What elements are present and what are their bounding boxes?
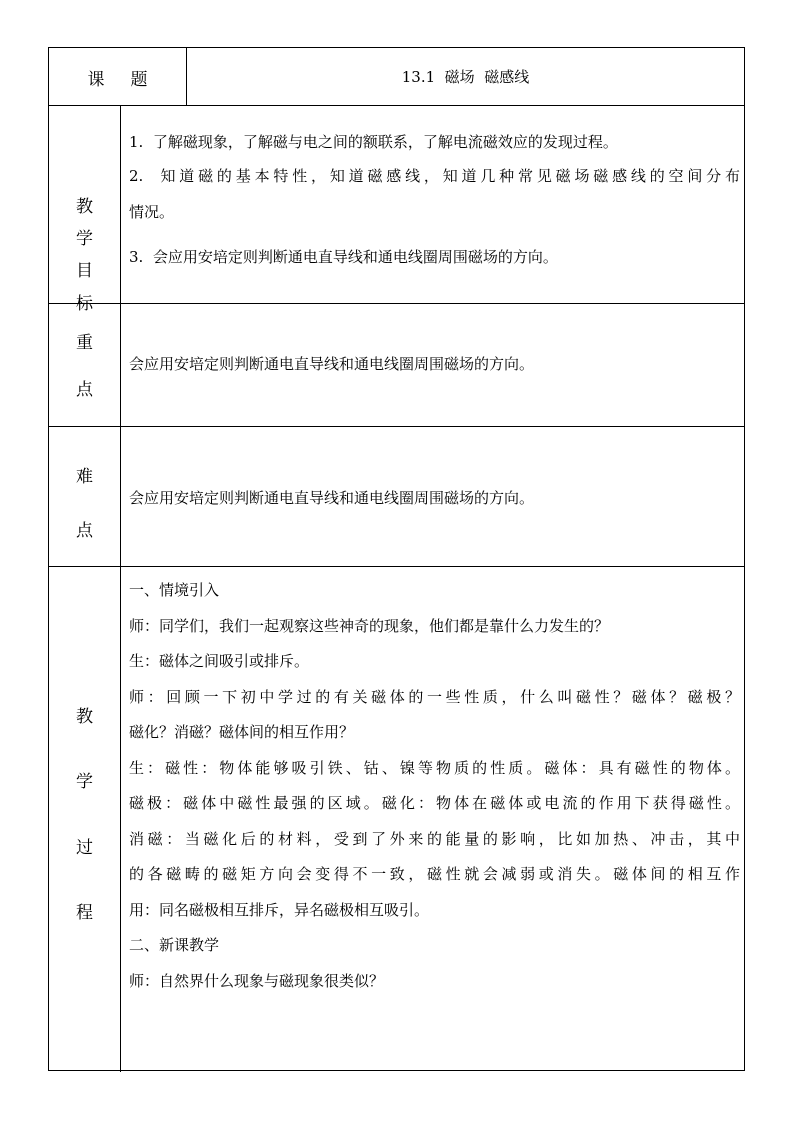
goal-line: 3. 会应用安培定则判断通电直导线和通电线圈周围磁场的方向。	[129, 248, 558, 266]
key-point-content-cell	[121, 304, 744, 426]
key-point-text: 会应用安培定则判断通电直导线和通电线圈周围磁场的方向。	[129, 355, 535, 373]
goals-content-cell	[121, 106, 744, 303]
process-line: 生：磁体之间吸引或排斥。	[129, 652, 310, 670]
goal-line: 2. 知道磁的基本特性，知道磁感线，知道几种常见磁场磁感线的空间分布	[129, 167, 740, 185]
process-row	[49, 567, 744, 1072]
title-row	[49, 48, 744, 106]
lesson-title: 13.1 磁场 磁感线	[401, 68, 530, 86]
goals-label-cell	[49, 106, 121, 314]
difficulty-label-cell	[49, 427, 121, 566]
key-point-label-cell	[49, 304, 121, 426]
difficulty-row	[49, 427, 744, 567]
key-point-row	[49, 304, 744, 427]
process-label-char: 学	[76, 772, 93, 792]
goals-label-char: 标	[76, 294, 93, 314]
difficulty-content-cell	[121, 427, 744, 566]
process-content-cell	[121, 567, 744, 1072]
difficulty-label-char: 点	[76, 521, 93, 541]
process-line: 师：自然界什么现象与磁现象很类似？	[129, 972, 385, 990]
goals-label-char: 学	[76, 229, 93, 249]
process-label-char: 过	[76, 838, 93, 858]
title-label-char-2: 题	[130, 70, 148, 90]
goal-line: 1. 了解磁现象，了解磁与电之间的额联系，了解电流磁效应的发现过程。	[129, 133, 618, 151]
title-label-char-1: 课	[87, 70, 105, 90]
difficulty-label-char: 难	[76, 467, 93, 487]
goals-row	[49, 106, 744, 314]
lesson-plan-table	[48, 47, 745, 1071]
process-line: 的各磁畴的磁矩方向会变得不一致，磁性就会减弱或消失。磁体间的相互作	[129, 865, 740, 883]
process-line: 消磁：当磁化后的材料，受到了外来的能量的影响，比如加热、冲击，其中	[129, 830, 740, 848]
process-line: 用：同名磁极相互排斥，异名磁极相互吸引。	[129, 901, 430, 919]
process-label-char: 程	[76, 903, 93, 923]
title-content-cell	[187, 48, 744, 105]
process-line: 师：回顾一下初中学过的有关磁体的一些性质，什么叫磁性？磁体？磁极？	[129, 688, 740, 706]
key-point-label-char: 重	[76, 333, 93, 353]
title-label	[49, 65, 186, 90]
goal-line: 情况。	[129, 203, 175, 221]
process-label-cell	[49, 567, 121, 1072]
goals-label-char: 目	[76, 261, 93, 281]
process-line: 一、情境引入	[129, 581, 220, 599]
process-line: 磁极：磁体中磁性最强的区域。磁化：物体在磁体或电流的作用下获得磁性。	[129, 794, 740, 812]
process-line: 师：同学们，我们一起观察这些神奇的现象，他们都是靠什么力发生的？	[129, 617, 610, 635]
goals-label-char: 教	[76, 197, 93, 217]
difficulty-text: 会应用安培定则判断通电直导线和通电线圈周围磁场的方向。	[129, 489, 535, 507]
process-line: 二、新课教学	[129, 936, 220, 954]
process-line: 磁化？消磁？磁体间的相互作用？	[129, 723, 355, 741]
process-line: 生：磁性：物体能够吸引铁、钴、镍等物质的性质。磁体：具有磁性的物体。	[129, 759, 740, 777]
key-point-label-char: 点	[76, 380, 93, 400]
title-label-cell	[49, 48, 187, 105]
process-label-char: 教	[76, 707, 93, 727]
